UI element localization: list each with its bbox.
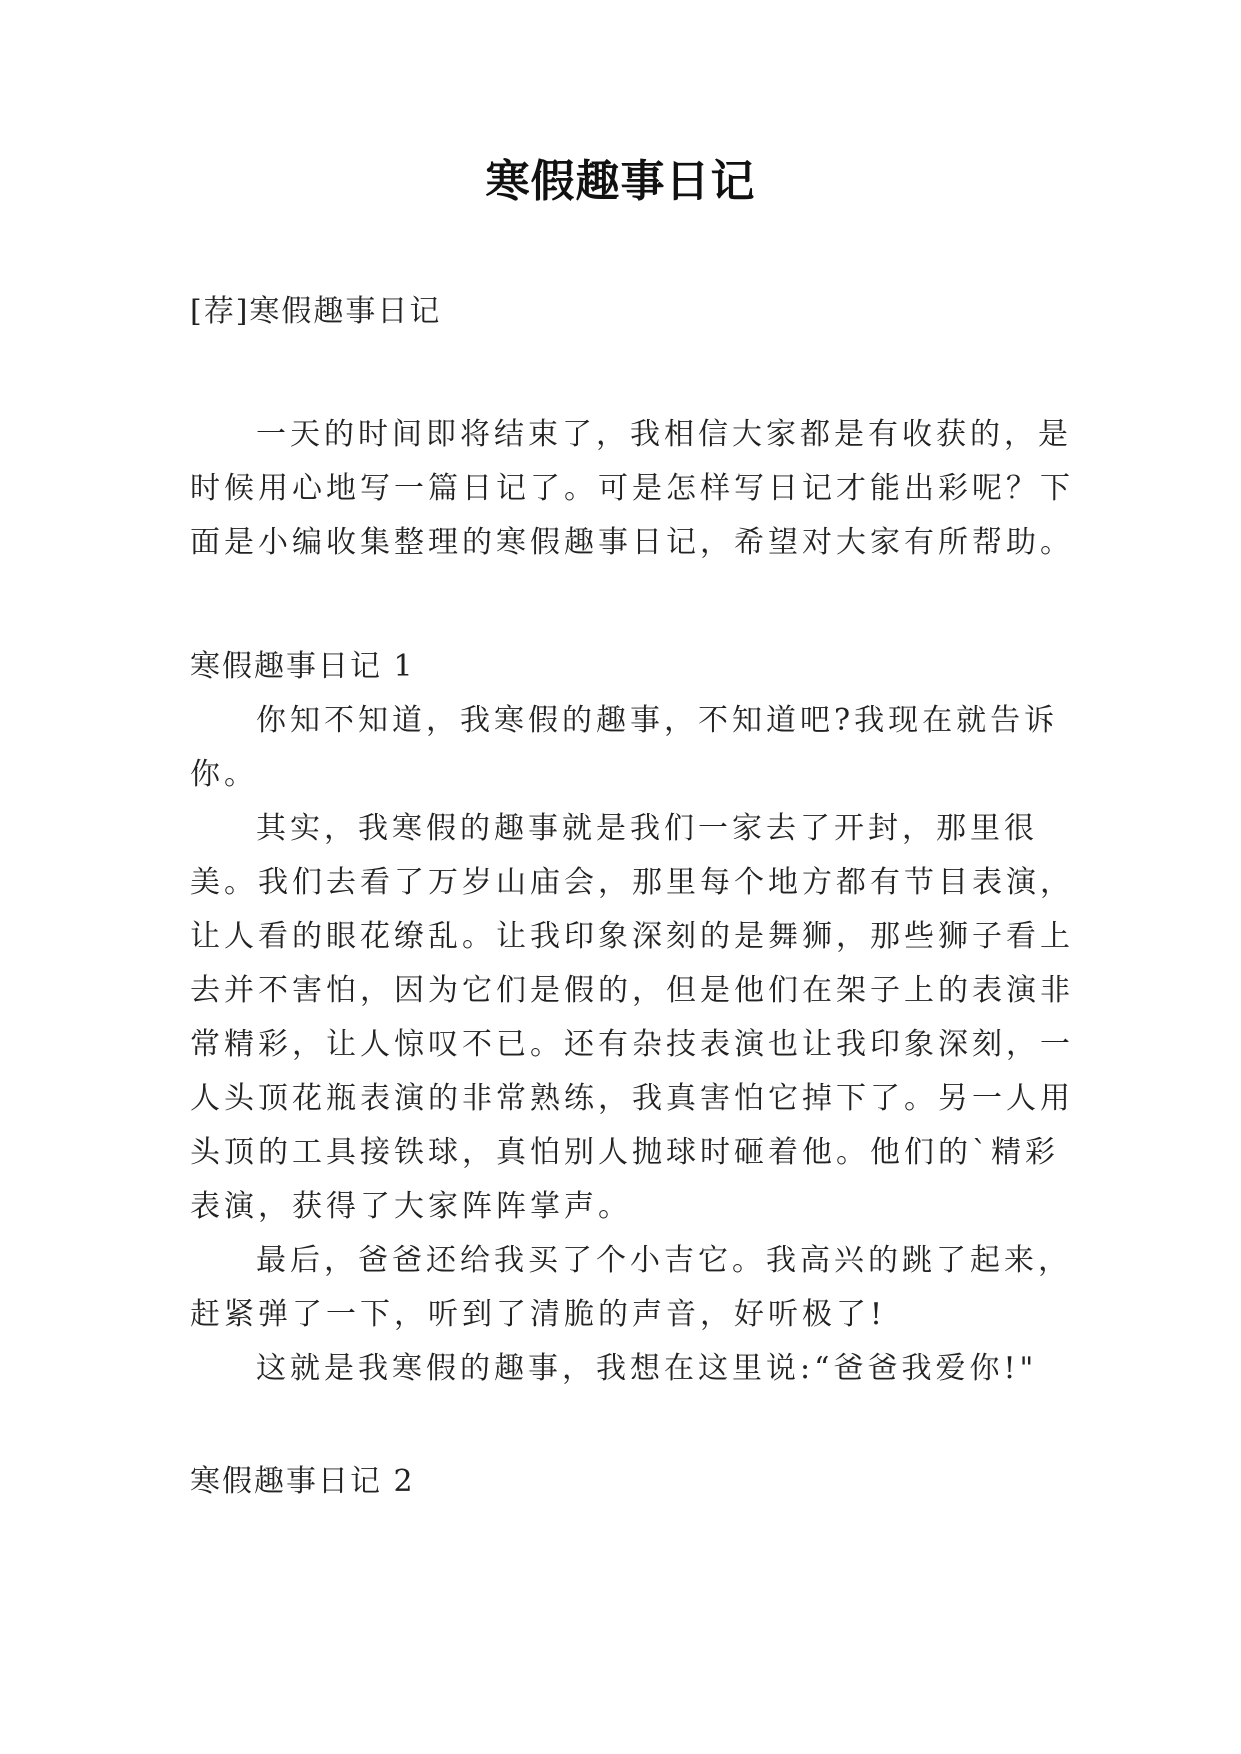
diary-1-body xyxy=(190,694,1080,1396)
diary-1-paragraph: 你知不知道，我寒假的趣事，不知道吧?我现在就告诉你。 xyxy=(190,703,1059,792)
document-title: 寒假趣事日记 xyxy=(485,156,756,207)
document-subtitle: [荐]寒假趣事日记 xyxy=(190,294,442,329)
intro-paragraph: 一天的时间即将结束了，我相信大家都是有收获的，是时候用心地写一篇日记了。可是怎样写日记才能出彩呢？下面是小编收集整理的寒假趣事日记，希望对大家有所帮助。 xyxy=(190,417,1074,560)
diary-1-paragraph: 最后，爸爸还给我买了个小吉它。我高兴的跳了起来，赶紧弹了一下，听到了清脆的声音，好听极了! xyxy=(190,1243,1072,1332)
diary-1-heading: 寒假趣事日记 1 xyxy=(190,649,415,684)
diary-1-paragraph: 其实，我寒假的趣事就是我们一家去了开封，那里很美。我们去看了万岁山庙会，那里每个地方都有节目表演，让人看的眼花缭乱。让我印象深刻的是舞狮，那些狮子看上去并不害怕，因为它们是假的，但是他们在架子上的表演非常精彩，让人惊叹不已。还有杂技表演也让我印象深刻，一人头顶花瓶表演的非常熟练，我真害怕它掉下了。另一人用头顶的工具接铁球，真怕别人抛球时砸着他。他们的`精彩表演，获得了大家阵阵掌声。 xyxy=(190,811,1074,1224)
diary-2-heading: 寒假趣事日记 2 xyxy=(190,1464,415,1499)
diary-1-paragraph: 这就是我寒假的趣事，我想在这里说:“爸爸我爱你!" xyxy=(256,1351,1038,1386)
